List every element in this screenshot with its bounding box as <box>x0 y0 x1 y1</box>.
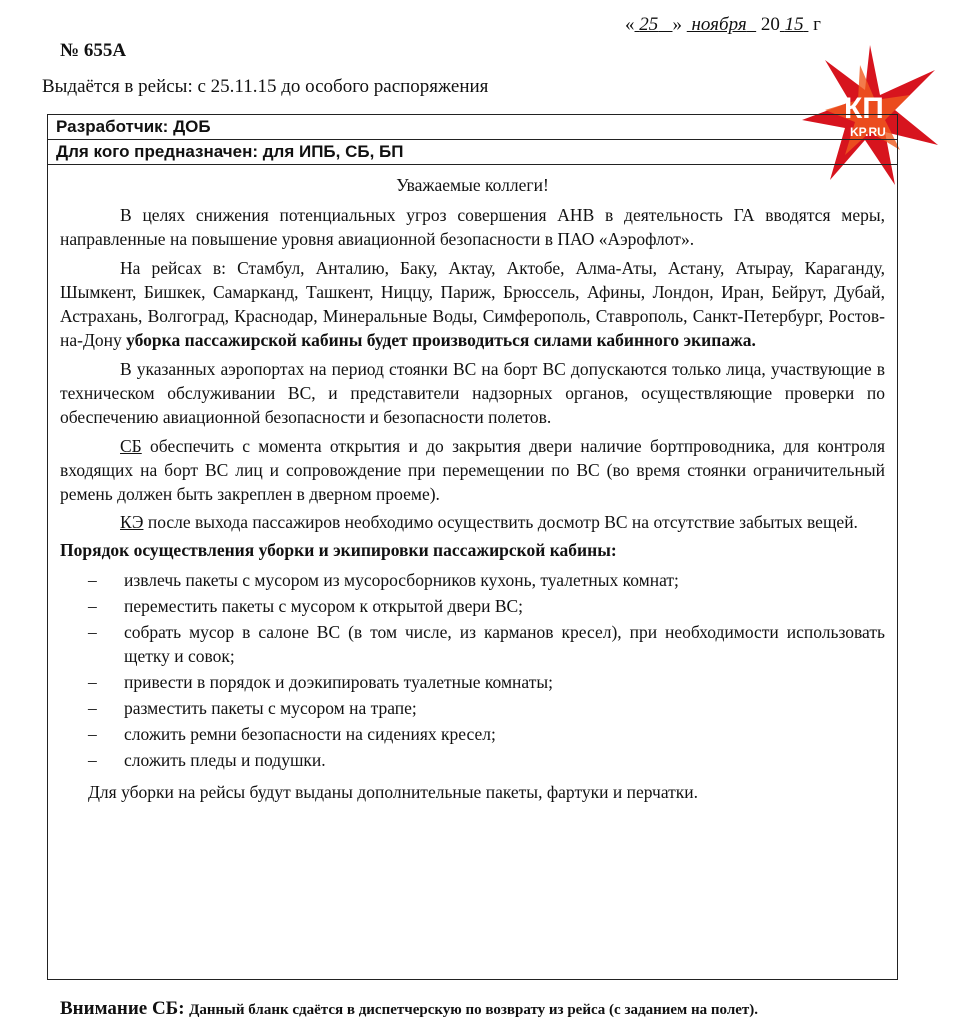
section-title: Порядок осуществления уборки и экипировки пассажирской кабины: <box>60 540 617 560</box>
sb-label: СБ <box>120 436 142 456</box>
date-day: 25 <box>639 14 659 35</box>
date-year-suffix: 15 <box>784 14 804 35</box>
list-item: – собрать мусор в салоне ВС (в том числе, из карманов кресел), при необходимости использовать щетку и совок; <box>88 622 885 666</box>
list-item: – извлечь пакеты с мусором из мусоросборников кухонь, туалетных комнат; <box>88 570 679 590</box>
paragraph-ke: КЭ после выхода пассажиров необходимо осуществить досмотр ВС на отсутствие забытых вещей. <box>120 512 858 532</box>
attention-label: Внимание СБ: <box>60 998 185 1019</box>
developer-row: Разработчик: ДОБ <box>48 115 897 140</box>
date-month: ноября <box>691 14 747 35</box>
supplies-note: Для уборки на рейсы будут выданы дополнительные пакеты, фартуки и перчатки. <box>88 782 699 802</box>
paragraph-flights: На рейсах в: Стамбул, Анталию, Баку, Актау, Актобе, Алма-Аты, Астану, Атырау, Караганду, Шымкент, Бишкек, Самарканд, Ташкент, Ниццу, Париж, Брюссель, Афины, Лондон, Иран, Бейрут, Дубай, Астрахань, Волгоград, Краснодар, Минеральные Воды, Симферополь, Ставрополь, Санкт-Петербург, Ростов-на-Дону уборка пассажирской кабины будет производиться силами кабинного экипажа. <box>60 258 885 350</box>
intended-for-row: Для кого предназначен: для ИПБ, СБ, БП <box>48 140 897 165</box>
attention-text: Данный бланк сдаётся в диспетчерскую по возврату из рейса (с заданием на полет). <box>189 1002 759 1018</box>
date-close-quote: » <box>672 14 682 35</box>
list-item: – сложить ремни безопасности на сидениях кресел; <box>88 724 496 744</box>
document-date <box>625 14 821 36</box>
paragraph-airport-access: В указанных аэропортах на период стоянки ВС на борт ВС допускаются только лица, участвующие в техническом обслуживании ВС, и представители надзорных органов, осуществляющие проверки по обеспечению авиационной безопасности и безопасности полетов. <box>60 359 885 427</box>
list-item: – сложить пледы и подушки. <box>88 750 326 770</box>
list-item: – переместить пакеты с мусором к открытой двери ВС; <box>88 596 524 616</box>
date-open-quote: « <box>625 14 635 35</box>
directive-form <box>47 114 898 980</box>
greeting: Уважаемые коллеги! <box>396 175 549 195</box>
directive-body <box>48 165 897 804</box>
logo-text-main: КП <box>844 92 884 125</box>
document-number: № 655А <box>60 40 127 61</box>
cleaning-steps-list <box>60 568 885 772</box>
attention-note <box>60 998 758 1020</box>
paragraph-intro: В целях снижения потенциальных угроз совершения АНВ в деятельность ГА вводятся меры, направленные на повышение уровня авиационной безопасности в ПАО «Аэрофлот». <box>60 205 885 249</box>
issued-for-flights: Выдаётся в рейсы: с 25.11.15 до особого распоряжения <box>42 76 489 97</box>
list-item: – привести в порядок и доэкипировать туалетные комнаты; <box>88 672 553 692</box>
logo-text-sub: KP.RU <box>850 125 886 139</box>
date-year-unit: г <box>813 14 821 35</box>
cabin-crew-cleaning: уборка пассажирской кабины будет производиться силами кабинного экипажа <box>126 330 752 350</box>
ke-label: КЭ <box>120 512 144 532</box>
paragraph-sb: СБ обеспечить с момента открытия и до закрытия двери наличие бортпроводника, для контроля входящих на борт ВС лиц и сопровождение при перемещении по ВС (во время стоянки ограничительный ремень должен быть закреплен в дверном проеме). <box>60 436 885 504</box>
list-item: – разместить пакеты с мусором на трапе; <box>88 698 417 718</box>
date-year-prefix: 20 <box>760 14 780 35</box>
